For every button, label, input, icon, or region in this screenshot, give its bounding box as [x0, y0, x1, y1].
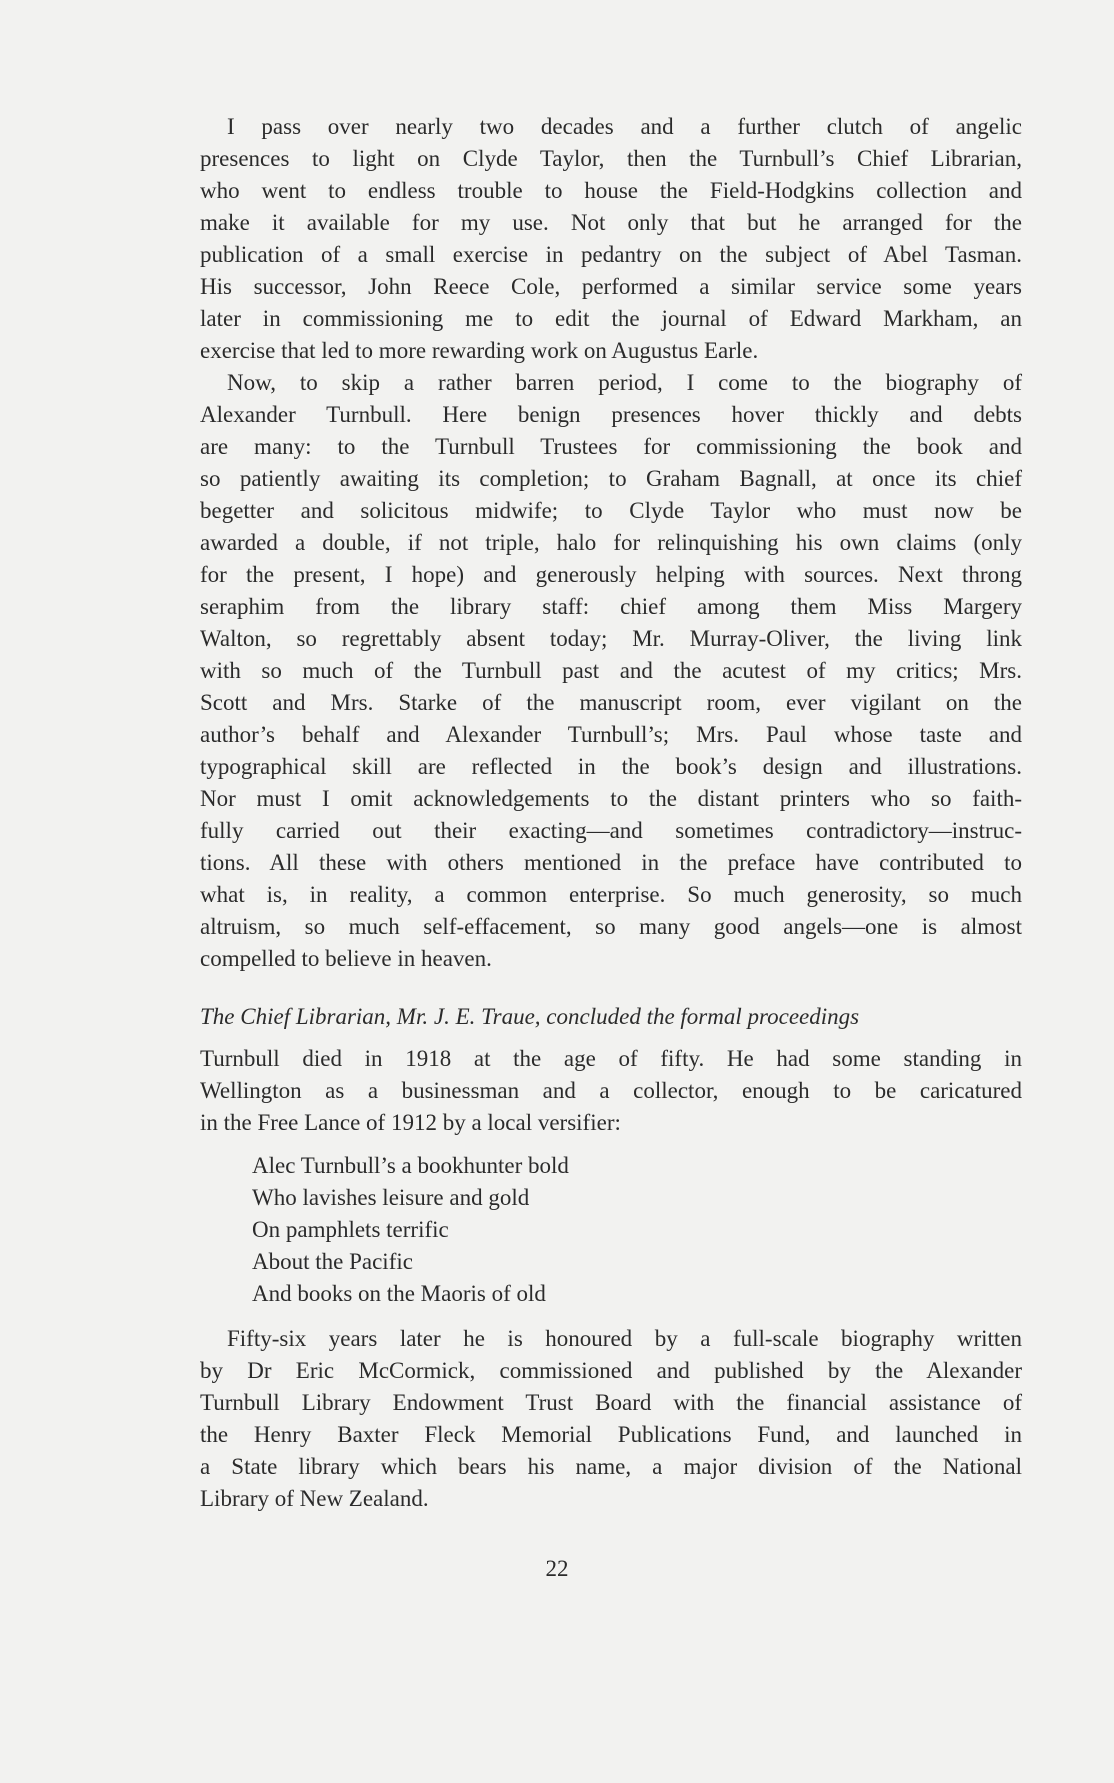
text-line: Now, to skip a rather barren period, I come to the biography of — [227, 370, 1022, 395]
verse-line: And books on the Maoris of old — [252, 1281, 546, 1306]
text-line: The Chief Librarian, Mr. J. E. Traue, concluded the formal proceedings — [200, 1004, 860, 1029]
text-line: I pass over nearly two decades and a further clutch of angelic — [227, 114, 1022, 139]
text-line: Walton, so regrettably absent today; Mr. Murray-Oliver, the living link — [200, 626, 1022, 651]
text-line: a State library which bears his name, a major division of the National — [200, 1454, 1022, 1479]
text-line: Wellington as a businessman and a collector, enough to be caricatured — [200, 1078, 1022, 1103]
text-line: Alexander Turnbull. Here benign presences hover thickly and debts — [200, 402, 1022, 427]
text-line: awarded a double, if not triple, halo for relinquishing his own claims (only — [200, 530, 1022, 555]
text-line: later in commissioning me to edit the journal of Edward Markham, an — [200, 306, 1022, 331]
text-line: by Dr Eric McCormick, commissioned and published by the Alexander — [200, 1358, 1022, 1383]
text-line: compelled to believe in heaven. — [200, 946, 492, 971]
text-line: exercise that led to more rewarding work on Augustus Earle. — [200, 338, 759, 363]
text-line: seraphim from the library staff: chief among them Miss Margery — [200, 594, 1022, 619]
text-line: presences to light on Clyde Taylor, then the Turnbull’s Chief Librarian, — [200, 146, 1022, 171]
text-line: Turnbull died in 1918 at the age of fifty. He had some standing in — [200, 1046, 1022, 1071]
text-line: Nor must I omit acknowledgements to the distant printers who so faith- — [200, 786, 1022, 811]
text-line: in the Free Lance of 1912 by a local versifier: — [200, 1110, 621, 1135]
text-line: fully carried out their exacting—and sometimes contradictory—instruc- — [200, 818, 1022, 843]
verse-stanza — [200, 1150, 1022, 1310]
text-line: typographical skill are reflected in the book’s design and illustrations. — [200, 754, 1022, 779]
verse-line: Alec Turnbull’s a bookhunter bold — [252, 1153, 569, 1178]
text-line: with so much of the Turnbull past and the acutest of my critics; Mrs. — [200, 658, 1022, 683]
text-line: author’s behalf and Alexander Turnbull’s; Mrs. Paul whose taste and — [200, 722, 1022, 747]
verse-line: About the Pacific — [252, 1249, 413, 1274]
page-number: 22 — [545, 1556, 569, 1581]
italic-note — [200, 1001, 1022, 1033]
text-line: the Henry Baxter Fleck Memorial Publications Fund, and launched in — [200, 1422, 1022, 1447]
text-line: for the present, I hope) and generously helping with sources. Next throng — [200, 562, 1022, 587]
text-line: who went to endless trouble to house the Field-Hodgkins collection and — [200, 178, 1022, 203]
text-line: are many: to the Turnbull Trustees for commissioning the book and — [200, 434, 1022, 459]
text-line: Scott and Mrs. Starke of the manuscript room, ever vigilant on the — [200, 690, 1022, 715]
text-line: Fifty-six years later he is honoured by a full-scale biography written — [227, 1326, 1022, 1351]
text-line: begetter and solicitous midwife; to Clyde Taylor who must now be — [200, 498, 1022, 523]
paragraph — [200, 367, 1022, 975]
paragraph — [200, 1323, 1022, 1515]
page-body — [200, 111, 1022, 1515]
text-line: His successor, John Reece Cole, performed a similar service some years — [200, 274, 1022, 299]
paragraph — [200, 1043, 1022, 1139]
text-line: tions. All these with others mentioned in the preface have contributed to — [200, 850, 1022, 875]
text-line: Library of New Zealand. — [200, 1486, 429, 1511]
text-line: so patiently awaiting its completion; to Graham Bagnall, at once its chief — [200, 466, 1022, 491]
text-line: altruism, so much self-effacement, so many good angels—one is almost — [200, 914, 1022, 939]
text-line: make it available for my use. Not only that but he arranged for the — [200, 210, 1022, 235]
verse-line: On pamphlets terrific — [252, 1217, 449, 1242]
text-line: publication of a small exercise in pedantry on the subject of Abel Tasman. — [200, 242, 1022, 267]
text-line: Turnbull Library Endowment Trust Board with the financial assistance of — [200, 1390, 1022, 1415]
verse-line: Who lavishes leisure and gold — [252, 1185, 530, 1210]
paragraph — [200, 111, 1022, 367]
text-line: what is, in reality, a common enterprise. So much generosity, so much — [200, 882, 1022, 907]
